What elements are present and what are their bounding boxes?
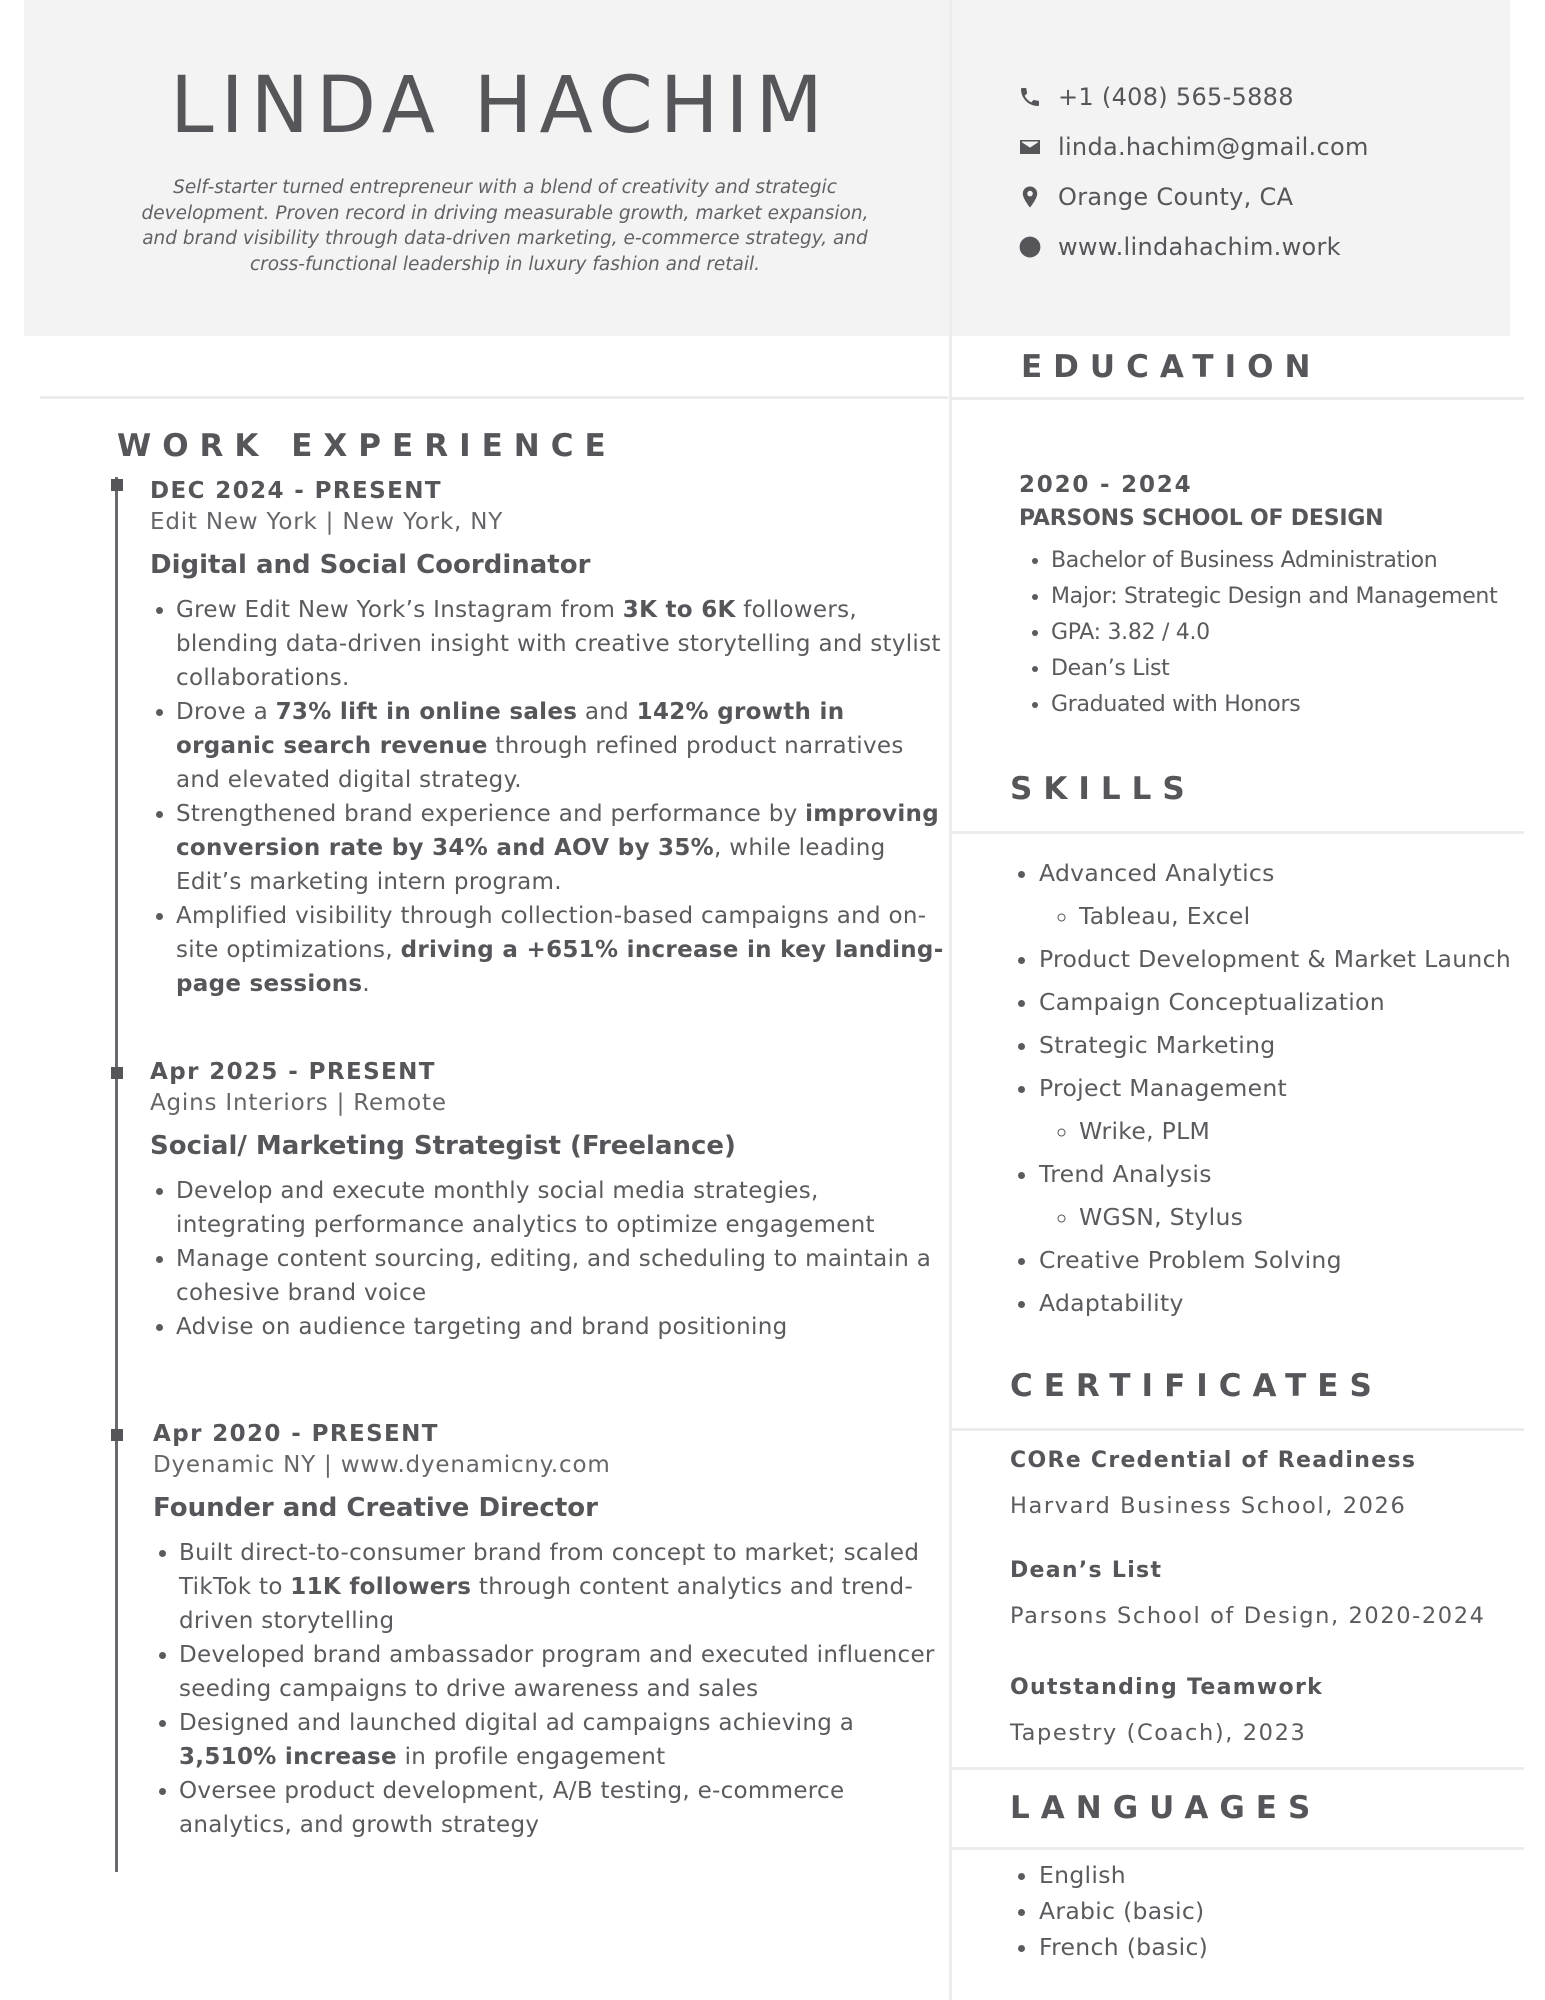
education-detail: • Graduated with Honors bbox=[1051, 687, 1497, 723]
bullet-text: , while leading Edit’s marketing intern program. bbox=[176, 835, 886, 895]
website-link: www.lindahachim.work bbox=[1058, 233, 1341, 261]
bullet-text: through refined product narratives and elevated digital strategy. bbox=[176, 733, 904, 793]
job-company: Agins Interiors | Remote bbox=[150, 1090, 447, 1116]
bullet-text: in profile engagement bbox=[396, 1744, 666, 1770]
education-entry bbox=[1019, 472, 1497, 723]
job-bullets bbox=[153, 1536, 953, 1842]
skill-label: Project Management bbox=[1039, 1074, 1288, 1102]
job-bullet bbox=[176, 1242, 950, 1310]
job-bullet bbox=[176, 797, 950, 899]
section-title-education: EDUCATION bbox=[1021, 349, 1322, 385]
highlight-text: 3K to 6K bbox=[622, 597, 736, 623]
contact-block bbox=[1016, 72, 1369, 272]
education-detail: • Major: Strategic Design and Management bbox=[1051, 579, 1497, 615]
job-bullet bbox=[179, 1536, 953, 1638]
contact-location bbox=[1016, 172, 1369, 222]
phone-number: +1 (408) 565-5888 bbox=[1058, 83, 1294, 111]
skill-label: Campaign Conceptualization bbox=[1039, 988, 1385, 1016]
skill-item bbox=[1039, 938, 1511, 981]
languages-list bbox=[1010, 1857, 1208, 1965]
education-details bbox=[1019, 543, 1497, 723]
highlight-text: driving a +651% increase in key landing-page sessions bbox=[176, 937, 944, 997]
job-bullet bbox=[176, 695, 950, 797]
section-title-skills: SKILLS bbox=[1010, 771, 1196, 807]
job-bullet bbox=[176, 899, 950, 1001]
skill-sub-list bbox=[1039, 1110, 1511, 1153]
divider-certificates bbox=[952, 1428, 1524, 1431]
education-detail: • GPA: 3.82 / 4.0 bbox=[1051, 615, 1497, 651]
candidate-name: LINDA HACHIM bbox=[170, 61, 830, 151]
divider-languages bbox=[952, 1847, 1524, 1850]
skill-label: Advanced Analytics bbox=[1039, 859, 1275, 887]
contact-website[interactable] bbox=[1016, 222, 1369, 272]
highlight-text: 142% growth in organic search revenue bbox=[176, 699, 845, 759]
bullet-text: Designed and launched digital ad campaigns achieving a bbox=[179, 1710, 855, 1736]
skill-label: Product Development & Market Launch bbox=[1039, 945, 1512, 973]
skill-label: Creative Problem Solving bbox=[1039, 1246, 1342, 1274]
education-detail: • Dean’s List bbox=[1051, 651, 1497, 687]
timeline-marker bbox=[111, 479, 123, 491]
job-company: Edit New York | New York, NY bbox=[150, 509, 504, 535]
globe-icon bbox=[1016, 233, 1044, 261]
skill-sub-list bbox=[1039, 1196, 1511, 1239]
skill-item bbox=[1039, 981, 1511, 1024]
skill-label: Trend Analysis bbox=[1039, 1160, 1212, 1188]
certificate-source: Harvard Business School, 2026 bbox=[1010, 1493, 1407, 1519]
job-bullet bbox=[176, 1174, 950, 1242]
experience-timeline bbox=[115, 477, 118, 1872]
job-dates: DEC 2024 - PRESENT bbox=[150, 478, 442, 504]
skill-item bbox=[1039, 1239, 1511, 1282]
email-address: linda.hachim@gmail.com bbox=[1058, 133, 1369, 161]
bullet-text: Advise on audience targeting and brand positioning bbox=[176, 1314, 788, 1340]
highlight-text: 3,510% increase bbox=[179, 1744, 397, 1770]
divider-skills bbox=[952, 831, 1524, 834]
job-bullets bbox=[150, 593, 950, 1001]
bullet-text: Manage content sourcing, editing, and scheduling to maintain a cohesive brand voice bbox=[176, 1246, 932, 1306]
bullet-text: Grew Edit New York’s Instagram from bbox=[176, 597, 623, 623]
job-dates: Apr 2025 - PRESENT bbox=[150, 1059, 436, 1085]
job-bullet bbox=[176, 593, 950, 695]
job-company: Dyenamic NY | www.dyenamicny.com bbox=[153, 1452, 611, 1478]
section-title-certificates: CERTIFICATES bbox=[1010, 1368, 1383, 1404]
skill-item bbox=[1039, 1067, 1511, 1153]
section-title-languages: LANGUAGES bbox=[1010, 1790, 1322, 1826]
divider-work bbox=[40, 396, 948, 399]
section-title-work: WORK EXPERIENCE bbox=[117, 428, 617, 464]
bullet-text: Built direct-to-consumer brand from concept to market; scaled TikTok to bbox=[179, 1540, 920, 1600]
certificate-source: Parsons School of Design, 2020-2024 bbox=[1010, 1603, 1486, 1629]
language-item: • French (basic) bbox=[1039, 1929, 1208, 1965]
skill-item bbox=[1039, 1282, 1511, 1325]
job-entry bbox=[150, 1057, 950, 1344]
certificate-source: Tapestry (Coach), 2023 bbox=[1010, 1720, 1307, 1746]
bullet-text: . bbox=[362, 971, 370, 997]
contact-phone[interactable] bbox=[1016, 72, 1369, 122]
bullet-text: through content analytics and trend-driven storytelling bbox=[179, 1574, 914, 1634]
highlight-text: improving conversion rate by 34% and AOV by 35% bbox=[176, 801, 939, 861]
highlight-text: 11K followers bbox=[290, 1574, 472, 1600]
bullet-text: and bbox=[577, 699, 637, 725]
skill-tool: ◦ WGSN, Stylus bbox=[1079, 1196, 1511, 1239]
job-bullet bbox=[179, 1706, 953, 1774]
bullet-text: Developed brand ambassador program and executed influencer seeding campaigns to drive awareness and sales bbox=[179, 1642, 935, 1702]
bullet-text: Develop and execute monthly social media strategies, integrating performance analytics to optimize engagement bbox=[176, 1178, 875, 1238]
skills-list bbox=[1010, 852, 1511, 1325]
divider-languages-top bbox=[952, 1767, 1524, 1770]
skill-item bbox=[1039, 1024, 1511, 1067]
skill-tool: ◦ Tableau, Excel bbox=[1079, 895, 1511, 938]
job-bullets bbox=[150, 1174, 950, 1344]
map-pin-icon bbox=[1016, 183, 1044, 211]
job-role: Founder and Creative Director bbox=[153, 1493, 598, 1523]
certificate-item bbox=[1010, 1673, 1323, 1748]
skill-label: Strategic Marketing bbox=[1039, 1031, 1276, 1059]
job-bullet bbox=[179, 1638, 953, 1706]
education-detail: • Bachelor of Business Administration bbox=[1051, 543, 1497, 579]
job-dates: Apr 2020 - PRESENT bbox=[153, 1421, 439, 1447]
language-item: • Arabic (basic) bbox=[1039, 1893, 1208, 1929]
skill-label: Adaptability bbox=[1039, 1289, 1184, 1317]
skill-item bbox=[1039, 1153, 1511, 1239]
skill-item bbox=[1039, 852, 1511, 938]
bullet-text: Oversee product development, A/B testing, e-commerce analytics, and growth strategy bbox=[179, 1778, 845, 1838]
education-years: 2020 - 2024 bbox=[1019, 472, 1193, 498]
education-school: PARSONS SCHOOL OF DESIGN bbox=[1019, 506, 1384, 531]
timeline-marker bbox=[111, 1429, 123, 1441]
job-bullet bbox=[179, 1774, 953, 1842]
highlight-text: 73% lift in online sales bbox=[275, 699, 578, 725]
bullet-text: Strengthened brand experience and performance by bbox=[176, 801, 806, 827]
certificate-title: CORe Credential of Readiness bbox=[1010, 1448, 1417, 1473]
phone-icon bbox=[1016, 83, 1044, 111]
job-entry bbox=[150, 476, 950, 1001]
job-bullet bbox=[176, 1310, 950, 1344]
timeline-marker bbox=[111, 1067, 123, 1079]
certificate-item bbox=[1010, 1556, 1486, 1631]
bullet-text: Amplified visibility through collection-based campaigns and on-site optimizations, bbox=[176, 903, 927, 963]
location-text: Orange County, CA bbox=[1058, 183, 1294, 211]
skill-tool: ◦ Wrike, PLM bbox=[1079, 1110, 1511, 1153]
contact-email[interactable] bbox=[1016, 122, 1369, 172]
bullet-text: Drove a bbox=[176, 699, 276, 725]
certificate-item bbox=[1010, 1446, 1416, 1521]
job-role: Social/ Marketing Strategist (Freelance) bbox=[150, 1131, 736, 1161]
profile-summary: Self-starter turned entrepreneur with a blend of creativity and strategic development. Proven record in driving measurable growth, market expansion, and brand visibility through data-driven marketing, e-commerce strategy, and cross-functional leadership in luxury fashion and retail. bbox=[141, 177, 869, 275]
job-role: Digital and Social Coordinator bbox=[150, 550, 591, 580]
divider-education bbox=[952, 397, 1524, 400]
certificate-title: Outstanding Teamwork bbox=[1010, 1675, 1324, 1700]
certificate-title: Dean’s List bbox=[1010, 1558, 1163, 1583]
envelope-icon bbox=[1016, 133, 1044, 161]
language-item: • English bbox=[1039, 1857, 1208, 1893]
skill-sub-list bbox=[1039, 895, 1511, 938]
bullet-text: followers, blending data-driven insight with creative storytelling and stylist collaborations. bbox=[176, 597, 941, 691]
job-entry bbox=[153, 1419, 953, 1842]
